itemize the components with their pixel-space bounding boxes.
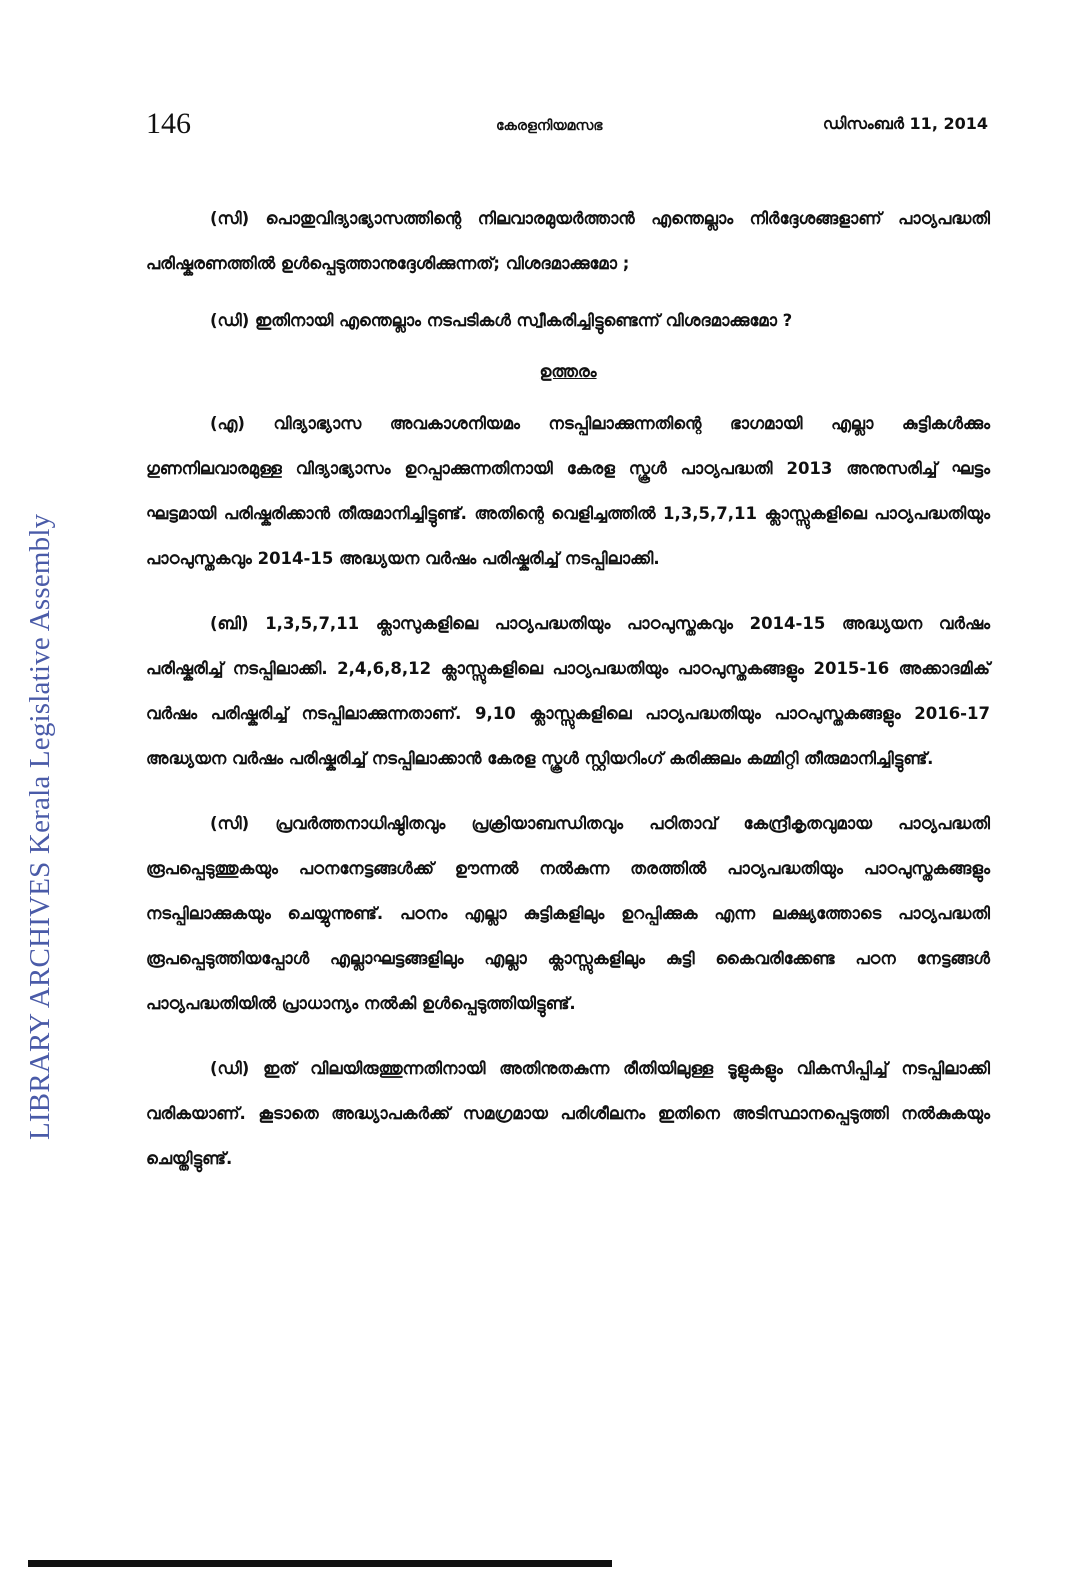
bottom-rule [28, 1560, 612, 1567]
question-c: (സി) പൊതുവിദ്യാഭ്യാസത്തിന്റെ നിലവാരമുയർത്താൻ എന്തെല്ലാം നിർദ്ദേശങ്ങളാണ് പാഠ്യപദ്ധതി പരിഷ്കരണത്തിൽ ഉൾപ്പെടുത്താനുദ്ദേശിക്കുന്നത്; വിശദമാക്കുമോ ; [146, 209, 990, 273]
document-body [146, 196, 990, 1181]
page-number: 146 [146, 107, 191, 140]
answer-heading: ഉത്തരം [539, 362, 597, 381]
library-archives-watermark: LIBRARY ARCHIVES Kerala Legislative Assembly [24, 513, 56, 1140]
header-date: ഡിസംബർ 11, 2014 [822, 114, 988, 133]
answer-c: (സി) പ്രവർത്തനാധിഷ്ഠിതവും പ്രക്രിയാബന്ധിതവും പഠിതാവ് കേന്ദ്രീകൃതവുമായ പാഠ്യപദ്ധതി രൂപപ്പെടുത്തുകയും പഠനനേട്ടങ്ങൾക്ക് ഊന്നൽ നൽകുന്ന തരത്തിൽ പാഠ്യപദ്ധതിയും പാഠപുസ്തകങ്ങളും നടപ്പിലാക്കുകയും ചെയ്യുന്നുണ്ട്. പഠനം എല്ലാ കുട്ടികളിലും ഉറപ്പിക്കുക എന്ന ലക്ഷ്യത്തോടെ പാഠ്യപദ്ധതി രൂപപ്പെടുത്തിയപ്പോൾ എല്ലാഘട്ടങ്ങളിലും എല്ലാ ക്ലാസ്സുകളിലും കുട്ടി കൈവരിക്കേണ്ട പഠന നേട്ടങ്ങൾ പാഠ്യപദ്ധതിയിൽ പ്രാധാന്യം നൽകി ഉൾപ്പെടുത്തിയിട്ടുണ്ട്. [146, 814, 990, 1013]
answer-b: (ബി) 1,3,5,7,11 ക്ലാസുകളിലെ പാഠ്യപദ്ധതിയും പാഠപുസ്തകവും 2014-15 അദ്ധ്യയന വർഷം പരിഷ്കരിച്ച് നടപ്പിലാക്കി. 2,4,6,8,12 ക്ലാസ്സുകളിലെ പാഠ്യപദ്ധതിയും പാഠപുസ്തകങ്ങളും 2015-16 അക്കാദമിക് വർഷം പരിഷ്കരിച്ച് നടപ്പിലാക്കുന്നതാണ്. 9,10 ക്ലാസ്സുകളിലെ പാഠ്യപദ്ധതിയും പാഠപുസ്തകങ്ങളും 2016-17 അദ്ധ്യയന വർഷം പരിഷ്കരിച്ച് നടപ്പിലാക്കാൻ കേരള സ്കൂൾ സ്റ്റിയറിംഗ് കരിക്കുലം കമ്മിറ്റി തീരുമാനിച്ചിട്ടുണ്ട്. [146, 614, 990, 768]
running-title: കേരളനിയമസഭ [496, 118, 603, 134]
page-header [146, 104, 988, 144]
question-d: (ഡി) ഇതിനായി എന്തെല്ലാം നടപടികൾ സ്വീകരിച്ചിട്ടുണ്ടെന്ന് വിശദമാക്കുമോ ? [210, 311, 793, 330]
answer-a: (എ) വിദ്യാഭ്യാസ അവകാശനിയമം നടപ്പിലാക്കുന്നതിന്റെ ഭാഗമായി എല്ലാ കുട്ടികൾക്കും ഗുണനിലവാരമുള്ള വിദ്യാഭ്യാസം ഉറപ്പാക്കുന്നതിനായി കേരള സ്കൂൾ പാഠ്യപദ്ധതി 2013 അനുസരിച്ച് ഘട്ടം ഘട്ടമായി പരിഷ്കരിക്കാൻ തീരുമാനിച്ചിട്ടുണ്ട്. അതിന്റെ വെളിച്ചത്തിൽ 1,3,5,7,11 ക്ലാസ്സുകളിലെ പാഠ്യപദ്ധതിയും പാഠപുസ്തകവും 2014-15 അദ്ധ്യയന വർഷം പരിഷ്കരിച്ച് നടപ്പിലാക്കി. [146, 414, 990, 568]
answer-d: (ഡി) ഇത് വിലയിരുത്തുന്നതിനായി അതിനുതകുന്ന രീതിയിലുള്ള ടൂളുകളും വികസിപ്പിച്ച് നടപ്പിലാക്കി വരികയാണ്. കൂടാതെ അദ്ധ്യാപകർക്ക് സമഗ്രമായ പരിശീലനം ഇതിനെ അടിസ്ഥാനപ്പെടുത്തി നൽകുകയും ചെയ്തിട്ടുണ്ട്. [146, 1059, 990, 1168]
